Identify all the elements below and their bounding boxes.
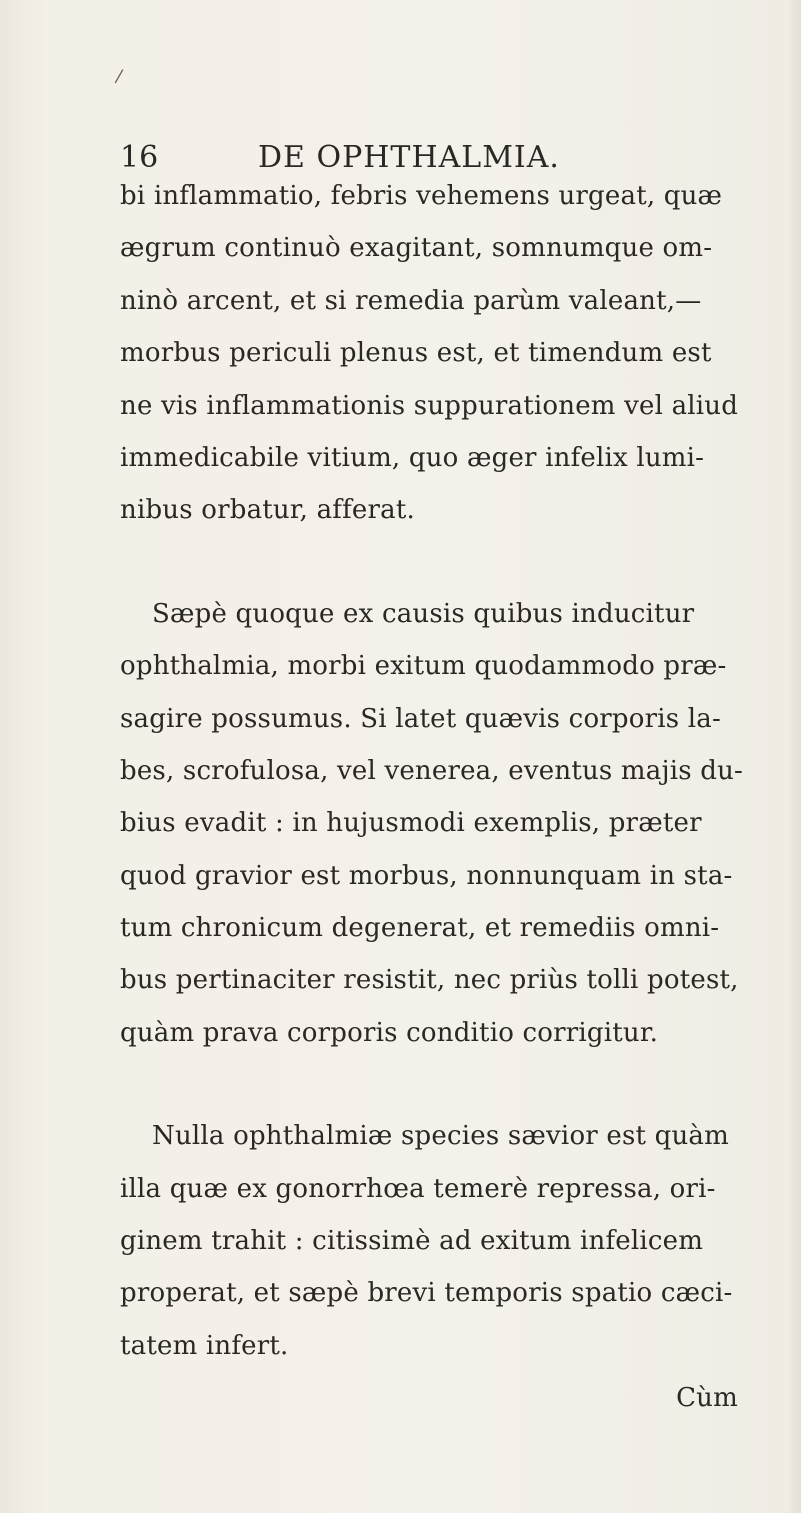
text-line: ne vis inflammationis suppurationem vel aliud — [120, 390, 739, 421]
text-line: bus pertinaciter resistit, nec priùs tolli potest, — [120, 965, 739, 996]
text-line: nibus orbatur, afferat. — [120, 495, 415, 526]
text-line: tum chronicum degenerat, et remediis omni- — [120, 913, 720, 944]
text-line: quàm prava corporis conditio corrigitur. — [120, 1017, 659, 1048]
paragraph-1 — [120, 170, 740, 537]
text-line: bius evadit : in hujusmodi exemplis, præter — [120, 808, 702, 839]
page-number: 16 — [120, 140, 159, 175]
text-line: sagire possumus. Si latet quævis corporis la- — [120, 703, 721, 734]
text-line: immedicabile vitium, quo æger infelix lumi- — [120, 442, 705, 473]
text-line: morbus periculi plenus est, et timendum est — [120, 338, 712, 369]
text-line: ginem trahit : citissimè ad exitum infelicem — [120, 1226, 704, 1257]
paragraph-3 — [120, 1110, 740, 1372]
text-line: Sæpè quoque ex causis quibus inducitur — [152, 598, 695, 629]
running-head: DE OPHTHALMIA. — [258, 140, 560, 175]
text-line: bes, scrofulosa, vel venerea, eventus majis du- — [120, 755, 744, 786]
text-line: ophthalmia, morbi exitum quodammodo præ- — [120, 651, 727, 682]
text-line: properat, et sæpè brevi temporis spatio cæci- — [120, 1278, 733, 1309]
page-edge-shadow — [787, 0, 801, 1513]
text-line: quod gravior est morbus, nonnunquam in sta- — [120, 860, 733, 891]
text-line: ninò arcent, et si remedia parùm valeant,— — [120, 285, 702, 316]
paragraph-gap — [120, 537, 740, 588]
stray-mark: / — [113, 65, 125, 88]
catchword: Cùm — [676, 1383, 738, 1414]
text-line: illa quæ ex gonorrhœa temerè repressa, ori- — [120, 1173, 716, 1204]
text-line: tatem infert. — [120, 1330, 289, 1361]
text-line: bi inflammatio, febris vehemens urgeat, quæ — [120, 181, 723, 211]
body-text — [120, 170, 744, 1425]
paragraph-2 — [120, 588, 744, 1060]
paragraph-gap — [120, 1059, 740, 1110]
text-line: Nulla ophthalmiæ species sævior est quàm — [152, 1121, 729, 1152]
text-line: ægrum continuò exagitant, somnumque om- — [120, 233, 713, 264]
